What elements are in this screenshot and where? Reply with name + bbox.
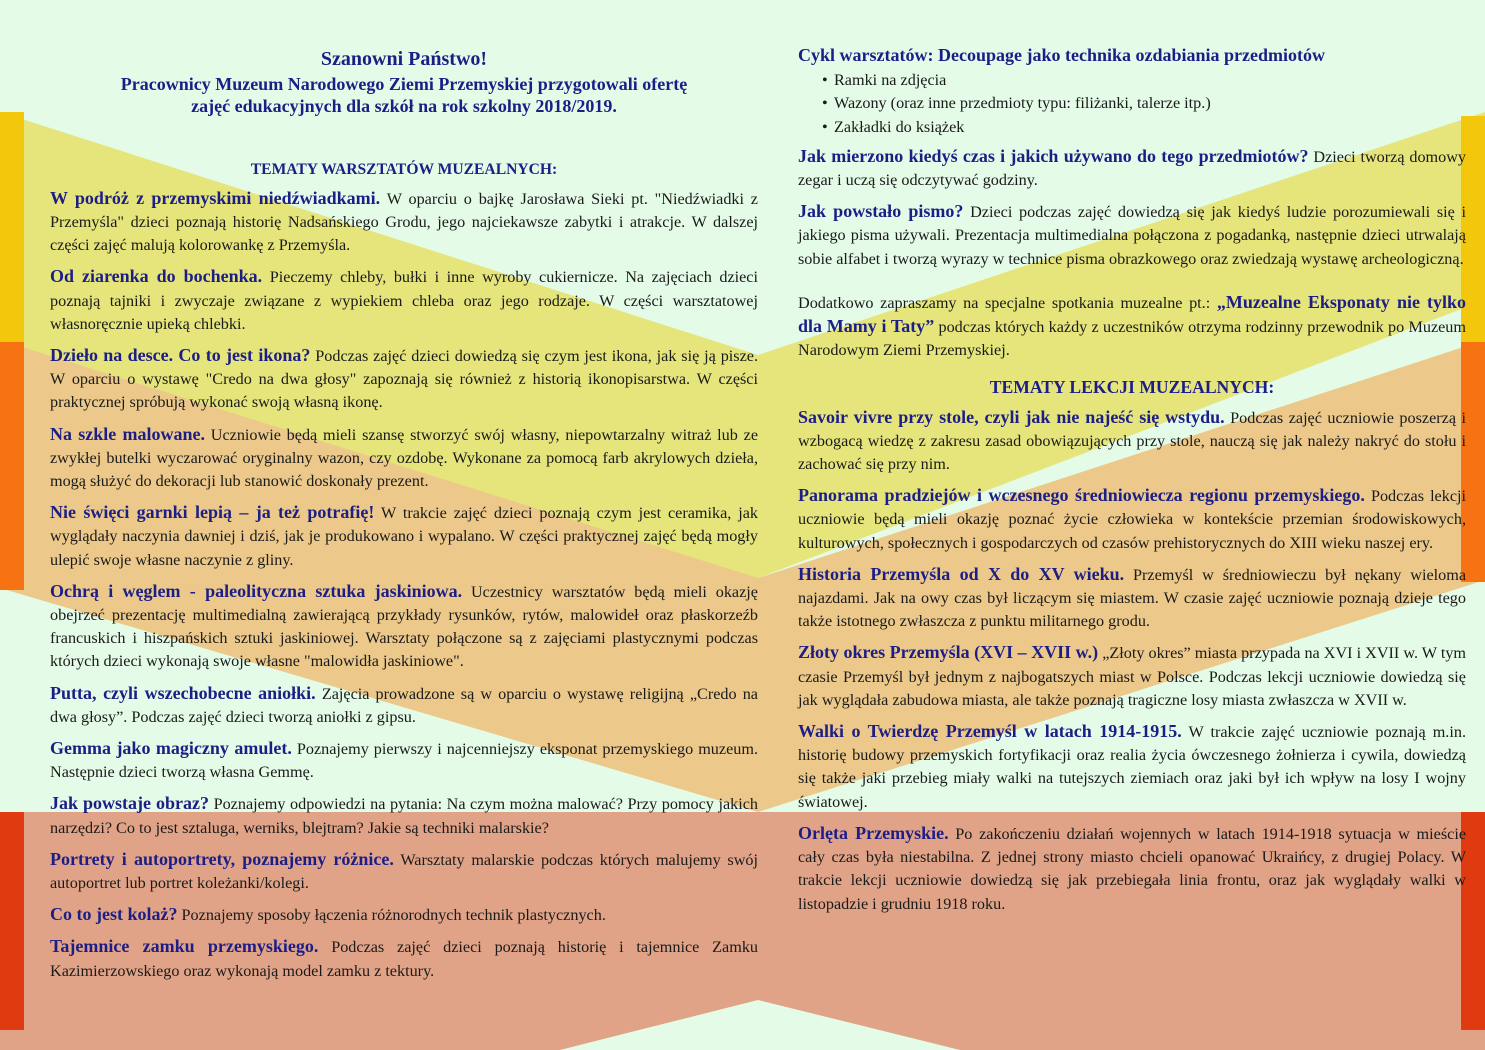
- entry-title: Co to jest kolaż?: [50, 904, 178, 925]
- entry-text: Poznajemy sposoby łączenia różnorodnych technik plastycznych.: [181, 906, 606, 925]
- entry: [798, 720, 1466, 814]
- entry-text: Pieczemy chleby, bułki i inne wyroby cukiernicze. Na zajęciach dzieci poznają tajniki i zwyczaje związane z wypiekiem chleba oraz jego rodzaje. W części warsztatowej własnoręcznie upieką chlebki.: [50, 268, 758, 333]
- extra-workshop-list: [798, 145, 1466, 271]
- entry-text: W trakcie zajęć uczniowie poznają m.in. historię budowy przemyskich fortyfikacji oraz realia życia ówczesnego żołnierza i cywila, dowiedzą się także jaki przebieg miały walki na tutejszych ziemiach oraz jaki był ich wpływ na losy I wojny światowej.: [798, 723, 1466, 811]
- entry-title: Savoir vivre przy stole, czyli jak nie najeść się wstydu.: [798, 406, 1225, 427]
- cycle-bullet: • Zakładki do książek: [834, 116, 1466, 139]
- entry-title: Ochrą i węglem - paleolityczna sztuka jaskiniowa.: [50, 580, 463, 601]
- entry: [50, 265, 758, 336]
- cycle-title: Cykl warsztatów: Decoupage jako technika ozdabiania przedmiotów: [798, 45, 1325, 65]
- entry: [50, 682, 758, 729]
- entry-text: Podczas zajęć uczniowie poszerzą i wzbogacą wiedzę z zakresu zasad obowiązujących przy stole, nauczą się jak należy nakryć do stołu i zachować się przy nim.: [798, 408, 1466, 474]
- entry: [50, 187, 758, 258]
- entry: [50, 848, 758, 895]
- entry-title: Historia Przemyśla od X do XV wieku.: [798, 563, 1125, 584]
- workshops-title: TEMATY WARSZTATÓW MUZEALNYCH:: [250, 160, 558, 178]
- entry-title: Jak mierzono kiedyś czas i jakich używano do tego przedmiotów?: [798, 145, 1309, 166]
- entry: [798, 822, 1466, 916]
- intro-line-1: Pracownicy Muzeum Narodowego Ziemi Przemyskiej przygotowali ofertę: [120, 73, 688, 94]
- entry-title: Jak powstaje obraz?: [50, 793, 209, 814]
- entry: [50, 501, 758, 572]
- cycle-bullet: • Wazony (oraz inne przedmioty typu: filiżanki, talerze itp.): [834, 92, 1466, 115]
- entry: [798, 563, 1466, 634]
- entry: [798, 641, 1466, 712]
- entry: [798, 484, 1466, 555]
- entry-text: „Złoty okres” miasta przypada na XVI i XVII w. W tym czasie Przemyśl był jednym z najbogatszych miast w Polsce. Podczas lekcji uczniowie dowiedzą się jak wyglądała zabudowa miasta, ale także poznają tragiczne losy miasta zwłaszcza w XVII w.: [798, 644, 1467, 709]
- entry-text: Uczniowie będą mieli szansę stworzyć swój własny, niepowtarzalny witraż lub ze zwykłej butelki wyczarować oryginalny wazon, czy ozdobę. Wykonane za pomocą farb akrylowych dzieła, mogą służyć do dekoracji lub stanowić doskonały prezent.: [50, 425, 759, 490]
- entry-text: Po zakończeniu działań wojennych w latach 1914-1918 sytuacja w mieście cały czas była niestabilna. Z jednej strony miasto chcieli opanować Ukraińcy, z drugiej Polacy. W trakcie lekcji uczniowie dowiedzą się jak przebiegała linia frontu, oraz jak wyglądały walki w listopadzie i grudniu 1918 roku.: [798, 824, 1467, 913]
- side-bar-red-left: [0, 812, 24, 1030]
- entry-text: W oparciu o bajkę Jarosława Sieki pt. "Niedźwiadki z Przemyśla" dzieci poznają historię Nadsańskiego Grodu, jego najciekawsze zabytki i atrakcje. W dalszej części zajęć malują kolorowankę z Przemyśla.: [50, 189, 758, 255]
- intro-block: [50, 48, 758, 118]
- entry-title: Gemma jako magiczny amulet.: [50, 737, 292, 758]
- entry-text: Przemyśl w średniowieczu był nękany wieloma najazdami. Jak na owy czas był liczącym się miastem. W czasie zajęć uczniowie poznają dzieje tego także istotnego zwłaszcza z punktu militarnego grodu.: [798, 565, 1467, 631]
- entry-title: Na szkle malowane.: [50, 423, 205, 444]
- entry-title: Orlęta Przemyskie.: [798, 822, 949, 843]
- entry-text: Warsztaty malarskie podczas których malujemy swój autoportret lub portret koleżanki/kolegi.: [50, 850, 758, 892]
- entry-text: Dzieci tworzą domowy zegar i uczą się odczytywać godziny.: [798, 147, 1467, 190]
- lesson-list: [798, 406, 1466, 916]
- entry: [50, 903, 758, 927]
- entry-title: Złoty okres Przemyśla (XVI – XVII w.): [798, 642, 1099, 663]
- entry-text: Uczestnicy warsztatów będą mieli okazję obejrzeć prezentację multimedialną zawierającą przykłady rysunków, rytów, malowideł oraz płaskorzeźb francuskich i hiszpańskich sztuki jaskiniowej. Warsztaty połączone są z zajęciami plastycznymi podczas których dzieci wykonają swoje własne "malowidła jaskiniowe".: [50, 582, 758, 671]
- entry-text: Zajęcia prowadzone są w oparciu o wystawę religijną „Credo na dwa głosy”. Podczas zajęć dzieci tworzą aniołki z gipsu.: [50, 684, 758, 726]
- workshop-list: [50, 187, 758, 983]
- additional-invitation: [798, 291, 1466, 363]
- entry: [50, 580, 758, 674]
- entry: [50, 344, 758, 415]
- entry-title: Od ziarenka do bochenka.: [50, 266, 263, 287]
- cycle-bullet: • Ramki na zdjęcia: [834, 69, 1466, 92]
- entry: [798, 145, 1466, 192]
- lessons-title: TEMATY LEKCJI MUZEALNYCH:: [989, 377, 1275, 398]
- additional-before: Dodatkowo zapraszamy na specjalne spotkania muzealne pt.:: [798, 293, 1211, 312]
- cycle-bullet-list: [798, 69, 1466, 139]
- side-bar-yellow-left: [0, 112, 24, 342]
- entry-title: Jak powstało pismo?: [798, 201, 964, 222]
- additional-highlight: „Muzealne Eksponaty nie tylko dla Mamy i Taty”: [798, 291, 1467, 337]
- entry-title: Nie święci garnki lepią – ja też potrafię!: [50, 502, 375, 523]
- entry-title: Panorama pradziejów i wczesnego średniowiecza regionu przemyskiego.: [798, 485, 1365, 506]
- entry: [50, 792, 758, 839]
- entry: [50, 423, 758, 494]
- entry-text: Dzieci podczas zajęć dowiedzą się jak kiedyś ludzie porozumiewali się i jakiego pisma używali. Prezentacja multimedialna połączona z pogadanką, następnie dzieci utrwalają sobie alfabet i tworzą wyrazy w technice pisma obrazkowego oraz zwiedzają wystawę archeologiczną.: [798, 203, 1467, 268]
- additional-after: podczas których każdy z uczestników otrzyma rodzinny przewodnik po Muzeum Narodowym Ziemi Przemyskiej.: [798, 318, 1466, 360]
- entry-title: Tajemnice zamku przemyskiego.: [50, 936, 319, 957]
- entry: [798, 200, 1466, 271]
- left-column: [50, 48, 758, 991]
- entry-title: Putta, czyli wszechobecne aniołki.: [50, 682, 316, 703]
- entry-title: Portrety i autoportrety, poznajemy różnice.: [50, 848, 394, 869]
- entry-text: Podczas zajęć dzieci poznają historię i tajemnice Zamku Kazimierzowskiego oraz wykonają model zamku z tektury.: [50, 938, 759, 980]
- right-column: [798, 44, 1466, 924]
- entry: [50, 935, 758, 982]
- entry-text: Podczas zajęć dzieci dowiedzą się czym jest ikona, jak się ją pisze. W oparciu o wystawę "Credo na dwa głosy" zapoznają się również z historią ikonopisarstwa. W części praktycznej spróbują wykonać swoją własną ikonę.: [50, 346, 758, 412]
- intro-line-2: zajęć edukacyjnych dla szkół na rok szkolny 2018/2019.: [191, 96, 617, 116]
- entry-text: Poznajemy odpowiedzi na pytania: Na czym można malować? Przy pomocy jakich narzędzi? Co to jest sztaluga, werniks, blejtram? Jakie są techniki malarskie?: [50, 795, 759, 837]
- entry-title: Walki o Twierdzę Przemyśl w latach 1914-1915.: [798, 721, 1182, 742]
- entry: [798, 406, 1466, 477]
- entry-text: W trakcie zajęć dzieci poznają czym jest ceramika, jak wyglądały naczynia dawniej i dziś, jak je produkowano i wypalano. W części praktycznej zajęć będą mogły ulepić swoje własne naczynie z gliny.: [50, 504, 758, 569]
- side-bar-orange-left: [0, 342, 24, 590]
- entry-title: Dzieło na desce. Co to jest ikona?: [50, 344, 311, 365]
- entry-text: Poznajemy pierwszy i najcenniejszy eksponat przemyskiego muzeum. Następnie dzieci tworzą własna Gemmę.: [50, 739, 758, 782]
- greeting: Szanowni Państwo!: [320, 48, 488, 70]
- entry-title: W podróż z przemyskimi niedźwiadkami.: [50, 187, 381, 208]
- entry-text: Podczas lekcji uczniowie będą mieli okazję poznać życie człowieka w kontekście przemian środowiskowych, kulturowych, społecznych i gospodarczych od czasów prehistorycznych do XIII wieku naszej ery.: [798, 487, 1467, 552]
- entry: [50, 737, 758, 784]
